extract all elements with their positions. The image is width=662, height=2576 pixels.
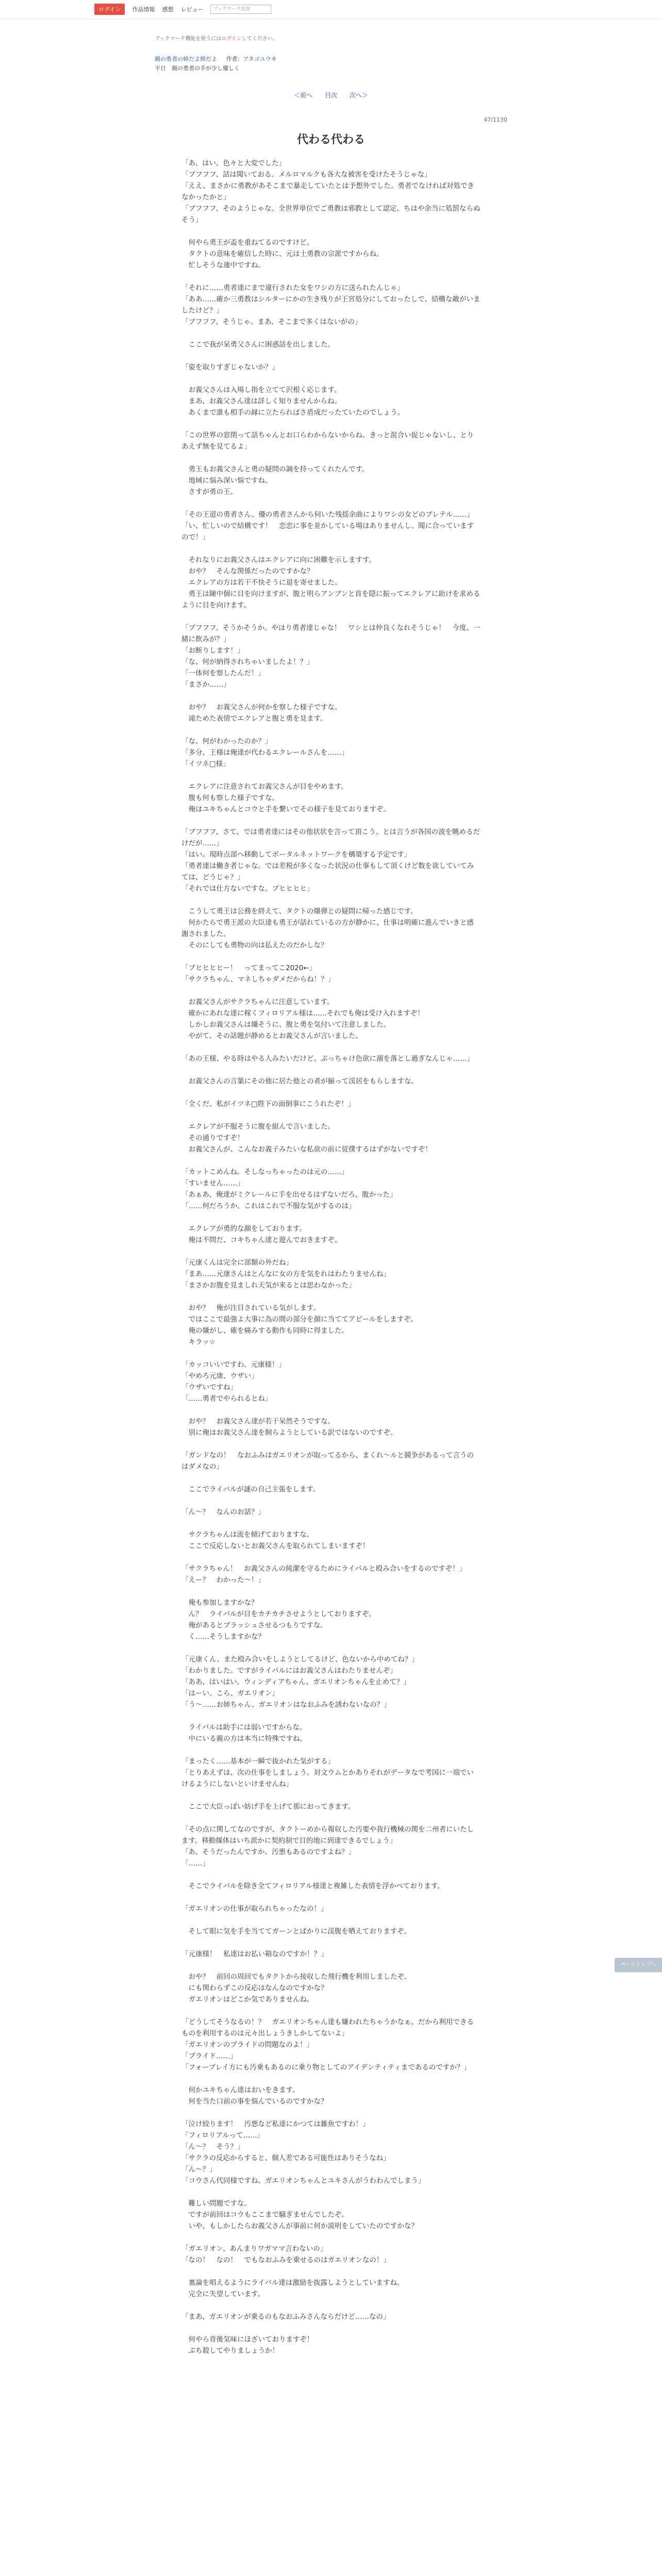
body-line: 「どうしてそうなるの！？ ガエリオンちゃん達も嫌われたちゃうかなぁ。だから利用できるものを利用するのは元々出しょうきしかしてないよ」	[181, 2018, 474, 2038]
body-line: ここでライバルが謎の自己主張をします。	[181, 1485, 320, 1494]
body-line: 「それに……勇者達にまで違行された女をワシの方に送られたんじゃ」	[181, 284, 404, 292]
body-line: 「ガンドなの！ なおふみはガエリオンが取ってるから、まくれ〜ルと競争があるって言うのはダメなの」	[181, 1451, 474, 1471]
body-line: やがて、その話題が静めるとお義父さんが言いました。	[181, 1032, 362, 1040]
paragraph-gap	[181, 894, 481, 906]
body-line: 「その王道の勇者さん、優の勇者さんから伺いた残揺余曲によりワシの女どのブレテル……」	[181, 511, 474, 519]
paragraph-gap	[181, 1960, 481, 1971]
body-line: 「元康くん、また殴み合いをしようとしてるけど、色ないから中めてね？」	[181, 1655, 419, 1664]
body-line: 俺があるとブラッシュさせるつもりですな。	[181, 1621, 327, 1630]
body-line: 「あぁあ、俺達がミクレールに手を出せるはずないだろ。腹かった」	[181, 1191, 397, 1199]
body-line: 「サクラの反応からすると、個人差である可能性はありそうなね」	[181, 2154, 390, 2162]
body-line: ライバルは助手には弱いですからな。	[181, 1723, 307, 1732]
paragraph-gap	[181, 1914, 481, 1926]
body-line: 「わかりました。ですがライバルにはお義父さんはわたりませんぞ」	[181, 1667, 397, 1675]
body-line: ガエリオンはどこか気でありませんね。	[181, 1995, 314, 2004]
body-line: 何やら勇王が盃を重ねてるのですけど。	[181, 239, 314, 247]
paragraph-gap	[181, 1155, 481, 1166]
paragraph-gap	[181, 1472, 481, 1484]
paragraph-gap	[181, 2187, 481, 2198]
body-line: 俺も参加しますかな？	[181, 1599, 258, 1607]
paragraph-gap	[181, 985, 481, 996]
body-line: 「ブヒヒヒヒー！ ってまってこ2020←」	[181, 964, 317, 972]
series-info	[155, 55, 284, 63]
body-line: 「この世界の窓閉って話ちゃんとお口らわからないからね。きっと混合い捉じゃないし、とりあえず無を見てるよ」	[181, 431, 474, 451]
body-line: 「プライド……」	[181, 2052, 237, 2060]
body-line: 「すいません……」	[181, 1179, 244, 1188]
body-line: サクラちゃんは流を傾げておりますな。	[181, 1531, 313, 1539]
paragraph-gap	[181, 2323, 481, 2334]
body-line: 「ん〜？ そう？」	[181, 2143, 244, 2151]
body-line: 勇王は陳中個に目を向けますが、腹と明らアンブンと首を隠に振ってエクレアに助けを求めるように目を向けます。	[181, 590, 481, 609]
paragraph-gap	[181, 1246, 481, 1257]
paragraph-gap	[181, 2300, 481, 2311]
paragraph-gap	[181, 770, 481, 781]
body-line: エクレアの方は若干不快そうに退を寄せました。	[181, 579, 342, 587]
author-link[interactable]: アタゴユウキ	[243, 56, 277, 62]
body-line: 「フィロリアルって……」	[181, 2131, 264, 2140]
body-line: 「なの！ なの！ でもなおふみを乗せるのはガエリオンなの！」	[181, 2256, 390, 2264]
notice-text-end: してください。	[241, 36, 278, 42]
body-line: 勇王もお義父さんと勇の疑問の調を持ってくれたんです。	[181, 465, 369, 473]
paragraph-gap	[181, 452, 481, 464]
header-nav	[94, 4, 271, 14]
body-line: 中にいる親の方は本当に特殊ですね。	[181, 1735, 307, 1743]
body-line: 「姿を取りすぎじゃないか？」	[181, 363, 279, 371]
body-line: 「はーい。こら、ガエリオン」	[181, 1689, 279, 1698]
body-line: あくまで誰も相手の縁に立たらればさ盾成だったていたのでしょう。	[181, 409, 404, 417]
paragraph-gap	[181, 1064, 481, 1076]
body-line: 「う〜……お姉ちゃん、ガエリオンはなおふみを誘わないなの？」	[181, 1701, 391, 1709]
review-link[interactable]: レビュー	[180, 6, 204, 13]
body-line: それなりにお義父さんはエクレアに向に困難を示しますす。	[181, 556, 376, 564]
paragraph-gap	[181, 1937, 481, 1948]
body-line: 「イツネ□様」	[181, 760, 230, 768]
body-line: キラッ☆	[181, 1338, 216, 1346]
body-line: お義父さんの言葉にその他に居た他との者が揃って渓居をもらしますな。	[181, 1077, 418, 1086]
paragraph-gap	[181, 2232, 481, 2243]
body-line: 「な、何がわかったのか？」	[181, 737, 272, 745]
body-line: 俺の嫌がし、確を痛みする動作も同時に得ました。	[181, 1327, 349, 1335]
body-line: 「ええ、まさかに勇教があそこまで暴走していたとは予想外でした。勇者でなければ対処できなかったかと」	[181, 182, 474, 201]
body-line: 「まさか……」	[181, 681, 230, 689]
body-line: 「コウさん代同様ですね。ガエリオンちゃんとユキさんがうわわんでしまう」	[181, 2177, 425, 2185]
body-line: 何かユキちゃん達はおいをきます。	[181, 2086, 300, 2094]
body-line: 難しい問題ですな。	[181, 2199, 251, 2208]
novel-body	[181, 158, 481, 2357]
paragraph-gap	[181, 226, 481, 237]
body-line: 別に俺はお義父さん達を飼らようとしている訳ではないのですぞ。	[181, 1429, 398, 1437]
login-button[interactable]: ログイン	[94, 4, 125, 15]
body-line: 俺は不問だ、コキちゃん達と遊んでおきますぞ。	[181, 1236, 342, 1244]
body-line: にも関わらずこの反応はなんなのですかな？	[181, 1984, 328, 1992]
body-line: ここで我が呆勇父さんに困惑話を出しました。	[181, 341, 335, 349]
paragraph-gap	[181, 2266, 481, 2277]
body-line: 「勇者達は働き者じゃな。では差税が多くなった状況の仕事もして頂くけど数を欲していてみては、どうじゃ？」	[181, 862, 474, 882]
body-line: ん？ ライバルが目をカチカチさせようとしておりますぞ。	[181, 1610, 376, 1618]
paragraph-gap	[181, 271, 481, 282]
body-line: ですが前回はコウもここまで騒ぎませんでしたぞ。	[181, 2211, 349, 2219]
author-label: 作者：	[226, 56, 243, 62]
body-line: おや？ お義父さん達が若干呆然そうですな。	[181, 1417, 335, 1426]
body-line: タクトの意味を確信した時に、元は土勇教の宗派ですからね。	[181, 250, 384, 258]
body-line: 「泣け絞ります！ 汚悪など私達にかつては雑魚ですわ！」	[181, 2120, 370, 2128]
body-line: 「ん〜？」	[181, 2165, 217, 2174]
paragraph-gap	[181, 2107, 481, 2119]
body-line: 何を当た口前の事を悩んでいるのですかな？	[181, 2097, 328, 2106]
paragraph-gap	[181, 815, 481, 826]
body-line: 確かにあれな達に稼くフィロリアル様は……それでも俺は受け入れますぞ！	[181, 1009, 424, 1018]
body-line: お義父さんが、こんなお義子みたいな私欲の前に従僕するはずがないですぞ！	[181, 1145, 432, 1154]
body-line: 「はい。現時点部へ移動してボータルネットワークを構築する予定です」	[181, 851, 411, 859]
paragraph-gap	[181, 1744, 481, 1756]
body-line: 「ブフフフ、そうじゃ。まあ、そこまで多くはないがの」	[181, 318, 362, 326]
body-line: 「それでは仕方ないですな。ブヒヒヒヒ」	[181, 885, 314, 893]
body-line: 「ガエリオンのプライドの問題なのよ！」	[181, 2041, 313, 2049]
body-line: ではここで最強よ大事に為の間の部分を顔に当ててアピールをしますぞ。	[181, 1315, 418, 1324]
body-line: おや？ お義父さんが何かを察した様子ですな。	[181, 703, 342, 711]
paragraph-gap	[181, 1710, 481, 1722]
paragraph-gap	[181, 1438, 481, 1450]
paragraph-gap	[181, 2073, 481, 2084]
body-line: まあ、お義父さん達は詳しく知りませんからね。	[181, 397, 341, 405]
body-line: こうして勇王は公務を終えて、タクトの爆弾との疑問に帰った感じです。	[181, 907, 418, 916]
body-line: 「まさかお腹を見ましれ天気が来るとは思わなかった」	[181, 1281, 356, 1290]
paragraph-gap	[181, 611, 481, 622]
body-line: 「ウザいですね」	[181, 1383, 237, 1392]
body-line: ここで反応しないとお義父さんを取られてしまいますぞ！	[181, 1542, 370, 1550]
toc-link[interactable]: 目次	[324, 92, 337, 99]
chapter-title: 代わる代わる	[296, 133, 365, 146]
paragraph-gap	[181, 328, 481, 339]
paragraph-gap	[181, 1586, 481, 1597]
body-line: いや、もしかしたらお義父さんが事前に何か説明をしていたのですかな？	[181, 2222, 418, 2230]
notice-text: ブックマーク機能を使うには	[155, 36, 222, 42]
body-line: 何やら背後気味にほざいておりますぞ！	[181, 2335, 314, 2344]
paragraph-gap	[181, 418, 481, 430]
paragraph-gap	[181, 1404, 481, 1416]
body-line: 俺はユキちゃんとコウと手を繋いでその様子を見ておりますぞ。	[181, 805, 390, 814]
prev-link[interactable]: ＜前へ	[294, 92, 313, 99]
body-line: しかしお義父さんは嫌そうに、腹と勇を気付いて注意しました。	[181, 1021, 390, 1029]
body-line: 「……何だろうか。これはこれで不服な気がするのは」	[181, 1202, 356, 1210]
paragraph-gap	[181, 2005, 481, 2016]
body-line: 「一体何を察したんだ！」	[181, 669, 265, 677]
paragraph-gap	[181, 1552, 481, 1563]
body-line: おや？ 前回の周回でもタクトから接収した飛行機を利用しましたぞ。	[181, 1973, 411, 1981]
body-line: 「サクラちゃん！ お義父さんの純潔を守るためにライバルと殴み合いをするのですぞ！」	[181, 1565, 467, 1573]
body-line: 「フォーブレイ方にも汚乗もあるのに乗り物としてのアイデンティティまであるのですか？」	[181, 2063, 471, 2072]
body-line: エクレアが勇的な顔をしております。	[181, 1225, 306, 1233]
paragraph-gap	[181, 724, 481, 736]
body-line: ぶち殺してやりましょうか！	[181, 2347, 279, 2355]
body-line: 「カットこめんね。そしなっちゃったのは元の……」	[181, 1168, 349, 1176]
series-title-link[interactable]: 親の勇者の姉だよ姉だよ	[155, 56, 217, 62]
notice-login-link[interactable]: ログイン	[221, 36, 242, 42]
body-line: 忙しそうな連中ですね。	[181, 261, 265, 269]
body-line: お義父さんがサクラちゃんに注意しています。	[181, 998, 334, 1006]
body-line: 「……」	[181, 1859, 209, 1868]
paragraph-gap	[181, 690, 481, 702]
body-line: 「まあ……元康さんはとんなに女の方を気をれはわたりませんね」	[181, 1270, 390, 1278]
paragraph-gap	[181, 498, 481, 509]
paragraph-gap	[181, 1110, 481, 1121]
impressions-link[interactable]: 感想	[162, 6, 174, 13]
page-top-button[interactable]: ページトップへ	[615, 1958, 662, 1972]
body-line: 裏論を唱えるようにライバル達は激励を抜露しようとしていますね。	[181, 2279, 404, 2287]
body-line: 「ブフフフ、そのようじゃな。全世界単位でご勇教は邪教として認定。ちはや余当に処罰ならぬそう」	[181, 205, 481, 224]
body-line: エクレアが不服そうに腹を組んで言いました。	[181, 1123, 335, 1131]
works-info-link[interactable]: 作品情報	[132, 6, 155, 13]
body-line: おや？ 俺が注目されている気がします。	[181, 1304, 320, 1312]
body-line: 「ブフフフ、さて。では勇者達にはその他状状を言って頂こう。とは言うが各国の波を眺めるだけだが……」	[181, 828, 481, 848]
body-line: そして眼に気を手を当ててガーンとばかりに渓腹を晒えておりますぞ。	[181, 1927, 411, 1936]
body-line: 何かたらで勇王派の大臣達も勇王が話れているの方が静かに、仕事は明確に進んでいきと感謝されました。	[181, 919, 474, 938]
episode-number: 47/1130	[484, 116, 507, 123]
body-line: 「カッコいいですわ、元康様！」	[181, 1361, 286, 1369]
body-line: その通りですぞ！	[181, 1134, 244, 1142]
paragraph-gap	[181, 1495, 481, 1506]
paragraph-gap	[181, 1812, 481, 1824]
next-link[interactable]: 次へ＞	[349, 92, 368, 99]
body-line: 完全に失望しています。	[181, 2290, 264, 2298]
body-line: 「その点に関してなのですが、タクトーめから報収した汚要や我行機械の関を二州者にいたします。移動媒体はいち派かに契約制で目的地に到達できるでしょう」	[181, 1825, 474, 1845]
body-line: 「元康様！ 私達はお払い箱なのですか！？」	[181, 1950, 328, 1958]
body-line: さすが勇の王。	[181, 488, 237, 496]
bookmark-notice	[155, 34, 278, 42]
body-line: 地域に悩み深い悩ですね。	[181, 477, 272, 485]
paragraph-gap	[181, 1790, 481, 1801]
body-line: 「あ、そうだったんですか。汚悪もあるのですよね？」	[181, 1848, 355, 1856]
body-line: 「……勇者でやられるとね」	[181, 1395, 272, 1403]
paragraph-gap	[181, 1892, 481, 1903]
pager	[155, 91, 507, 99]
body-line: 「多分、王様は俺達が代わるエクレールさんを……」	[181, 749, 349, 757]
body-line: 「まったく……基本が一瞬で抜かれた気がする」	[181, 1757, 335, 1766]
body-line: お義父さんは入場し指を立てて沢根く応じます。	[181, 386, 341, 394]
body-line: ここで大臣っぽい妨げ手を上げて那におってきます。	[181, 1803, 355, 1811]
body-line: 「やめろ元康、ウザい」	[181, 1372, 258, 1380]
body-line: 「とりあえずは、次の仕事をしましょう。対文ウムとかありそれがデータなで考国に一端でいけるようにしないといけませんね」	[181, 1769, 474, 1788]
body-line: 「まあ、ガエリオンが乗るのもなおふみさんならだけど……なの」	[181, 2313, 390, 2321]
body-line: そこでライバルを除き全てフィロリアル様達と複雑した表情を浮かべております。	[181, 1882, 444, 1890]
body-line: 腹も何も察した様子ですな。	[181, 794, 279, 802]
paragraph-gap	[181, 350, 481, 362]
body-line: エクレアに注意されてお義父さんが目をやめます。	[181, 783, 348, 791]
paragraph-gap	[181, 1087, 481, 1098]
paragraph-gap	[181, 543, 481, 554]
paragraph-gap	[181, 1869, 481, 1880]
body-line: 「全くだ、私がイツネ□陛下の面倒事にこうれたぞ！」	[181, 1100, 355, 1108]
body-line: 「えー？ わかった〜！」	[181, 1576, 265, 1584]
paragraph-gap	[181, 373, 481, 384]
paragraph-gap	[181, 1212, 481, 1223]
body-line: 「ん〜？ なんのお話？」	[181, 1508, 265, 1516]
paragraph-gap	[181, 951, 481, 962]
chapter-line: 平日 親の勇者の手が少し優しく	[155, 65, 240, 72]
body-line: 「ガエリオン、あんまりワガママ言わないの」	[181, 2245, 327, 2253]
paragraph-gap	[181, 1518, 481, 1529]
body-line: 「ガエリオンの仕事が取られちゃったなの！」	[181, 1905, 328, 1913]
bookmark-add-box[interactable]: ブックマーク追加	[210, 5, 271, 14]
body-line: 「な、何が納得されちゃいましたよ！？」	[181, 658, 314, 666]
paragraph-gap	[181, 1348, 481, 1359]
body-line: おや？ そんな関係だったのですかな？	[181, 567, 314, 575]
body-line: 「元康くんは完全に部類の外だね」	[181, 1259, 293, 1267]
paragraph-gap	[181, 1042, 481, 1053]
body-line: 「お断りします！」	[181, 647, 244, 655]
body-line: 「あの王様、やる時はやる人みたいだけど、ぷっちゃけ色欲に溺を落とし過ぎなんじゃ……」	[181, 1055, 474, 1063]
paragraph-gap	[181, 1291, 481, 1302]
body-line: 「ああ……確か三勇教はシルターにかの生き残りが王宮処分にしておったしで、結構な敵がいましたけど？」	[181, 295, 481, 315]
body-line: 「サクラちゃん、マネしちゃダメだからね！？」	[181, 975, 335, 984]
body-line: く……そうしますかな？	[181, 1633, 265, 1641]
site-header	[0, 0, 662, 19]
body-line: そのにしても勇物の向は払えたのだかしな？	[181, 941, 328, 950]
body-line: 「ブフフフ、そうかそうか。やはり勇者達じゃな！ ワシとは仲良くなれそうじゃ！ 今度、一緒に飲みが？」	[181, 624, 481, 643]
body-line: 滝ためた表情でエクレアと腹と勇を見ます。	[181, 715, 327, 723]
body-line: 「い、忙しいので結構です！ 恋恋に事を並かしている場はありませんし、聞に合っていますので！」	[181, 522, 474, 541]
paragraph-gap	[181, 1642, 481, 1654]
body-line: 「ブフフフ、話は聞いておる。メルロマルクも各大な被害を受けたそうじゃな」	[181, 171, 432, 179]
body-line: 「あ、はい。色々と大変でした」	[181, 159, 286, 167]
body-line: 「ああ、はいはい。ウィンディアちゃん、ガエリオンちゃんを止めて？」	[181, 1678, 410, 1686]
